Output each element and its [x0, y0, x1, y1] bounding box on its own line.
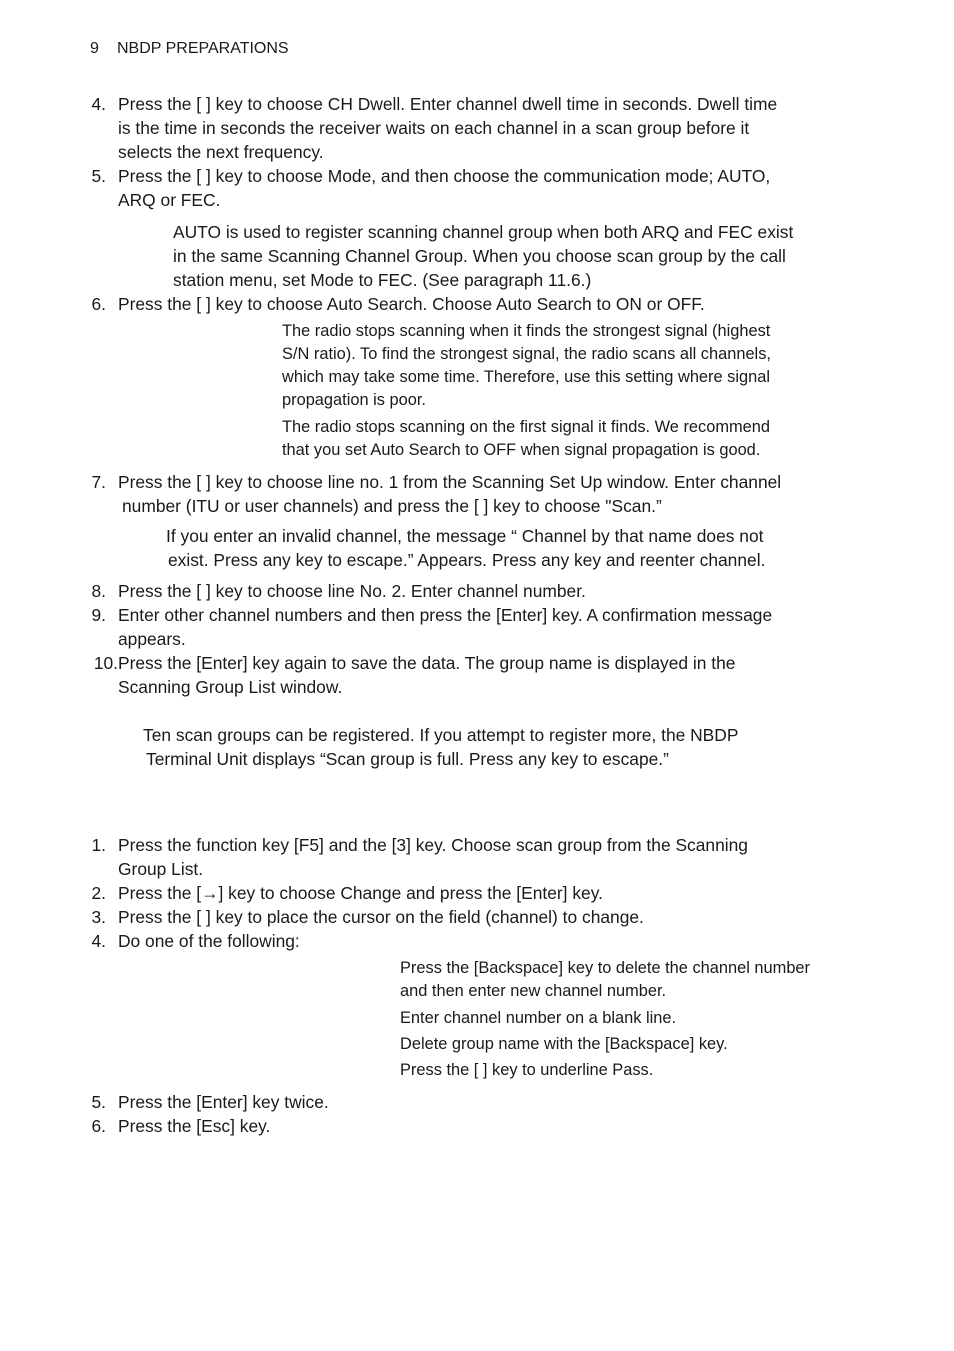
step-text-line: ARQ or FEC.: [118, 190, 221, 210]
step-text-line: appears.: [118, 629, 186, 649]
option-description-line: propagation is poor.: [282, 391, 426, 409]
note-line: AUTO is used to register scanning channel group when both ARQ and FEC exist: [173, 222, 794, 242]
option-description-line: and then enter new channel number.: [400, 982, 667, 1000]
step-text-line: Enter other channel numbers and then press the [Enter] key. A confirmation message: [118, 605, 773, 625]
chapter-title: NBDP PREPARATIONS: [117, 40, 289, 57]
step-text-line: Scanning Group List window.: [118, 677, 343, 697]
step-text-line: Press the [ ] key to choose Auto Search. Choose Auto Search to ON or OFF.: [118, 294, 705, 314]
option-description-line: Press the [ ] key to underline Pass.: [400, 1061, 654, 1079]
step-text-line: Press the [Esc] key.: [118, 1116, 271, 1136]
step-text-line: Do one of the following:: [118, 931, 300, 951]
step-text-line: Press the [ ] key to choose line No. 2. Enter channel number.: [118, 581, 586, 601]
option-description-line: that you set Auto Search to OFF when signal propagation is good.: [282, 441, 761, 459]
step-number: 4.: [91, 94, 106, 114]
note-line: Terminal Unit displays “Scan group is full. Press any key to escape.”: [146, 749, 669, 769]
step-text-line: selects the next frequency.: [118, 142, 324, 162]
step-text-line: Press the [ ] key to place the cursor on the field (channel) to change.: [118, 907, 644, 927]
option-description-line: The radio stops scanning when it finds the strongest signal (highest: [282, 322, 771, 340]
chapter-number: 9: [90, 40, 99, 57]
option-description-line: Enter channel number on a blank line.: [400, 1009, 677, 1027]
step-number: 5.: [91, 1092, 106, 1112]
step-number: 8.: [91, 581, 106, 601]
step-text-line: Press the [ ] key to choose CH Dwell. Enter channel dwell time in seconds. Dwell time: [118, 94, 778, 114]
step-text-line: is the time in seconds the receiver waits on each channel in a scan group before it: [118, 118, 750, 138]
step-number: 2.: [91, 883, 106, 903]
step-number: 6.: [91, 294, 106, 314]
note-line: in the same Scanning Channel Group. When you choose scan group by the call: [173, 246, 786, 266]
step-text-line: Press the function key [F5] and the [3] key. Choose scan group from the Scanning: [118, 835, 748, 855]
step-number: 5.: [91, 166, 106, 186]
step-text-line: Press the [→] key to choose Change and press the [Enter] key.: [118, 883, 603, 903]
step-number: 1.: [91, 835, 106, 855]
option-description-line: S/N ratio). To find the strongest signal, the radio scans all channels,: [282, 345, 771, 363]
step-text-line: number (ITU or user channels) and press the [ ] key to choose "Scan.”: [122, 496, 662, 516]
step-number: 10.: [93, 653, 118, 673]
step-text-line: Press the [Enter] key again to save the data. The group name is displayed in the: [118, 653, 736, 673]
option-description-line: The radio stops scanning on the first signal it finds. We recommend: [282, 418, 771, 436]
note-line: station menu, set Mode to FEC. (See paragraph 11.6.): [173, 270, 592, 290]
step-text-line: Press the [ ] key to choose line no. 1 from the Scanning Set Up window. Enter channel: [118, 472, 782, 492]
note-line: Ten scan groups can be registered. If you attempt to register more, the NBDP: [143, 725, 739, 745]
step-text-line: Group List.: [118, 859, 204, 879]
step-number: 7.: [91, 472, 106, 492]
step-text-line: Press the [ ] key to choose Mode, and then choose the communication mode; AUTO,: [118, 166, 771, 186]
note-line: If you enter an invalid channel, the message “ Channel by that name does not: [166, 526, 764, 546]
step-number: 6.: [91, 1116, 106, 1136]
option-description-line: Press the [Backspace] key to delete the channel number: [400, 959, 811, 977]
note-line: exist. Press any key to escape.” Appears. Press any key and reenter channel.: [168, 550, 766, 570]
step-number: 3.: [91, 907, 106, 927]
step-number: 9.: [91, 605, 106, 625]
option-description-line: Delete group name with the [Backspace] key.: [400, 1035, 728, 1053]
option-description-line: which may take some time. Therefore, use this setting where signal: [282, 368, 770, 386]
step-number: 4.: [91, 931, 106, 951]
step-text-line: Press the [Enter] key twice.: [118, 1092, 329, 1112]
